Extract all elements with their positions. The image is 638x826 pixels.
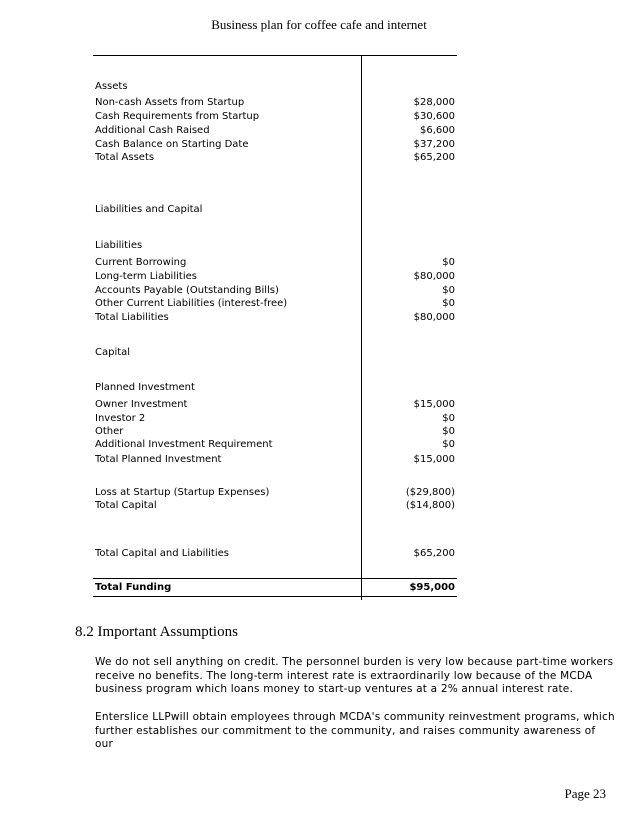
page-number: Page 23 [564,786,606,801]
total-capital-row: Total Capital ($14,800) [95,500,455,511]
table-row: Additional Investment Requirement $0 [95,439,455,450]
total-planned-investment-row: Total Planned Investment $15,000 [95,454,455,465]
total-assets-row: Total Assets $65,200 [95,152,455,163]
paragraph-line: receive no benefits. The long-term interest rate is extraordinarily low because of the MCDA [95,669,593,682]
funding-top-rule [93,578,457,579]
section-title: 8.2 Important Assumptions [75,624,238,640]
table-row: Cash Balance on Starting Date $37,200 [95,139,455,150]
total-capital-liabilities-row: Total Capital and Liabilities $65,200 [95,548,455,559]
table-row: Other $0 [95,426,455,437]
funding-bottom-rule [93,596,457,597]
paragraph-line: We do not sell anything on credit. The personnel burden is very low because part-time workers [95,656,614,668]
page-header: Business plan for coffee cafe and internet [211,17,427,32]
table-row: Long-term Liabilities $80,000 [95,271,455,282]
table-row: Investor 2 $0 [95,413,455,424]
total-liabilities-row: Total Liabilities $80,000 [95,312,455,323]
assets-heading: Assets [95,81,128,92]
liabilities-heading: Liabilities [95,240,143,251]
table-top-rule [93,55,457,56]
table-row: Other Current Liabilities (interest-free) $0 [95,298,455,309]
table-row: Cash Requirements from Startup $30,600 [95,111,455,122]
paragraph-line: Enterslice LLPwill obtain employees through MCDA's community reinvestment programs, which [95,711,615,723]
liabilities-capital-heading: Liabilities and Capital [95,204,203,215]
assumptions-paragraph-1 [95,656,615,697]
table-row: Non-cash Assets from Startup $28,000 [95,97,455,108]
planned-investment-heading: Planned Investment [95,382,195,393]
table-row: Owner Investment $15,000 [95,399,455,410]
table-row: Accounts Payable (Outstanding Bills) $0 [95,285,455,296]
total-funding-row: Total Funding $95,000 [95,582,455,593]
paragraph-line: business program which loans money to start-up ventures at a 2% annual interest rate. [95,683,574,695]
table-row: Loss at Startup (Startup Expenses) ($29,800) [95,487,455,498]
table-row: Additional Cash Raised $6,600 [95,125,455,136]
table-row: Current Borrowing $0 [95,257,455,268]
paragraph-line: further establishes our commitment to the community, and raises community awareness of our [95,724,596,750]
assumptions-paragraph-2 [95,711,615,752]
capital-heading: Capital [95,347,131,358]
